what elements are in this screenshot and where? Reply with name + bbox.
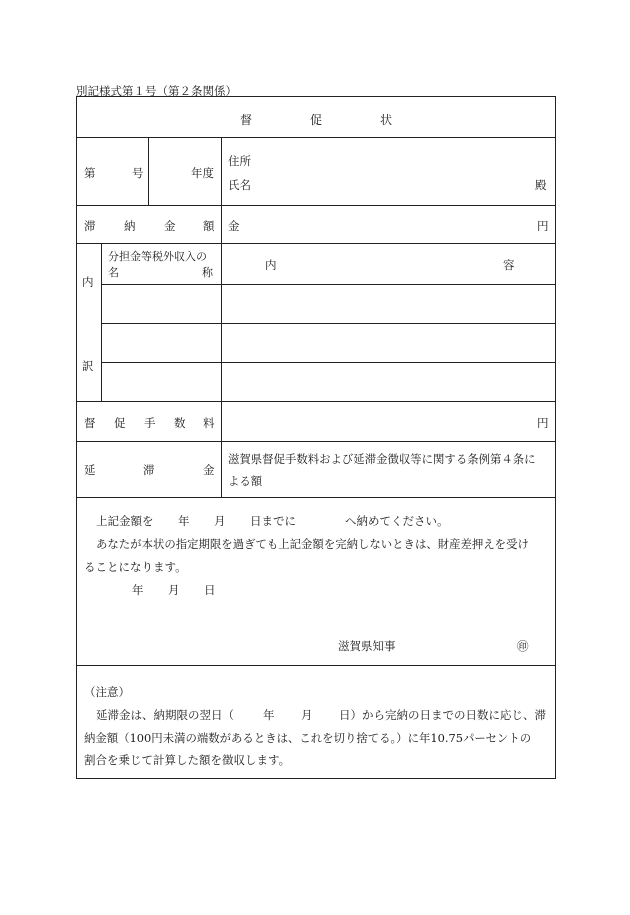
- notice-line1-b: 日までに: [250, 514, 296, 528]
- content-header-char: 容: [503, 258, 515, 272]
- notice-line3: ることになります。: [84, 560, 187, 574]
- divider: [101, 284, 556, 285]
- year-label: 年度: [191, 166, 214, 180]
- fee-label-char: 促: [114, 416, 126, 430]
- amount-label-char: 額: [203, 219, 215, 233]
- notice-line1-c: へ納めてください。: [345, 514, 449, 528]
- caution-line1-a: 延滞金は、納期限の翌日（: [96, 708, 234, 722]
- late-label-char: 金: [203, 463, 215, 477]
- divider: [221, 137, 222, 497]
- caution-heading: （注意）: [84, 685, 130, 699]
- divider: [148, 137, 149, 205]
- form-label: 別記様式第１号（第２条関係）: [76, 84, 237, 98]
- fee-label-char: 数: [174, 416, 186, 430]
- late-label-char: 滞: [143, 463, 155, 477]
- title-char: 促: [310, 113, 323, 127]
- notice-line1-year: 年: [178, 514, 190, 528]
- caution-line1-month: 月: [301, 708, 313, 722]
- date-day: 日: [204, 583, 216, 597]
- date-month: 月: [168, 583, 180, 597]
- caution-line1-b: 日）から完納の日までの日数に応じ、滞: [339, 708, 546, 722]
- amount-label-char: 金: [164, 219, 176, 233]
- name-label: 氏名: [228, 178, 251, 192]
- title-char: 状: [380, 113, 393, 127]
- breakdown-side-bottom: 訳: [82, 359, 94, 373]
- amount-label-char: 納: [124, 219, 136, 233]
- caution-line1-year: 年: [263, 708, 275, 722]
- honorific-dono: 殿: [535, 178, 547, 192]
- notice-line2: あなたが本状の指定期限を過ぎても上記金額を完納しないときは、財産差押えを受け: [96, 537, 529, 551]
- issuer-name: 滋賀県知事: [338, 639, 396, 653]
- divider: [76, 205, 556, 206]
- notice-line1-month: 月: [214, 514, 226, 528]
- notice-line1-a: 上記金額を: [96, 514, 154, 528]
- number-label-dai: 第: [84, 166, 96, 180]
- divider: [76, 401, 556, 402]
- seal-mark: ㊞: [517, 639, 529, 653]
- caution-line2: 納金額（100円未満の端数があるときは、これを切り捨てる。）に年10.75パーセントの: [84, 731, 532, 745]
- date-year: 年: [132, 583, 144, 597]
- divider: [76, 665, 556, 666]
- amount-kin: 金: [228, 219, 240, 233]
- breakdown-side-top: 内: [82, 275, 94, 289]
- amount-yen: 円: [537, 219, 549, 233]
- fee-label-char: 督: [84, 416, 96, 430]
- caution-line3: 割合を乗じて計算した額を徴収します。: [84, 753, 291, 767]
- divider: [101, 243, 102, 401]
- address-label: 住所: [228, 154, 251, 168]
- divider: [76, 497, 556, 498]
- name-header-line2-right: 称: [202, 266, 213, 279]
- number-label-go: 号: [132, 166, 144, 180]
- title-char: 督: [240, 113, 253, 127]
- divider: [101, 362, 556, 363]
- fee-label-char: 料: [203, 416, 215, 430]
- late-label-char: 延: [84, 463, 96, 477]
- divider: [76, 441, 556, 442]
- late-text-line1: 滋賀県督促手数料および延滞金徴収等に関する条例第４条に: [228, 452, 536, 466]
- name-header-line2-left: 名: [108, 266, 119, 279]
- fee-yen: 円: [537, 416, 549, 430]
- divider: [101, 323, 556, 324]
- content-header-char: 内: [265, 258, 277, 272]
- divider: [76, 243, 556, 244]
- amount-label-char: 滞: [84, 219, 96, 233]
- name-header-line1: 分担金等税外収入の: [108, 250, 207, 263]
- fee-label-char: 手: [144, 416, 156, 430]
- late-text-line2: よる額: [228, 474, 263, 488]
